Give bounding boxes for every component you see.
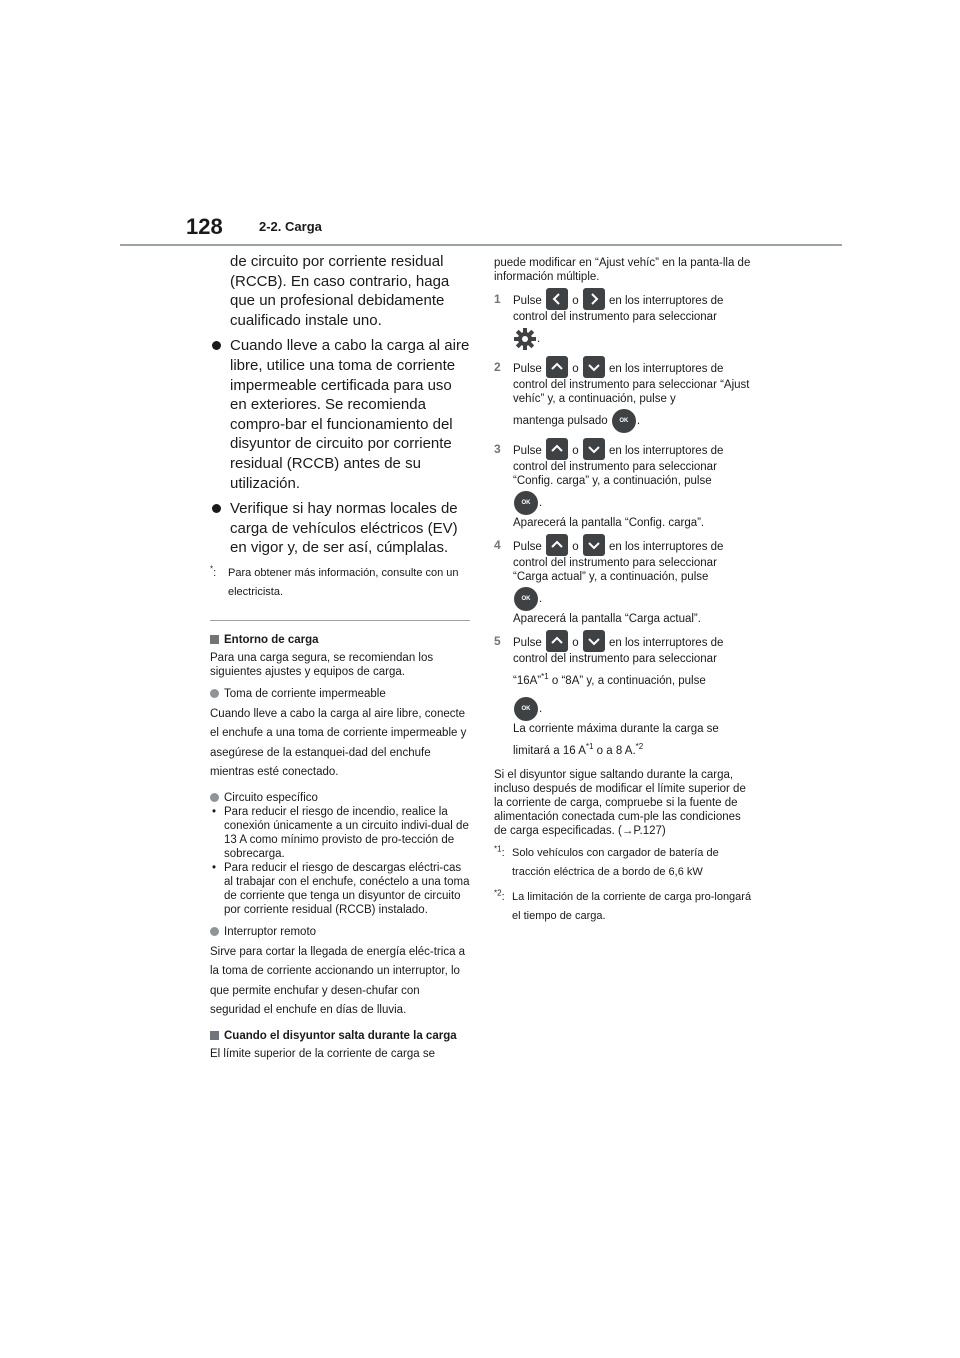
step-2: 2 Pulse o en los interruptores de control del instrumento para seleccionar “Ajust vehíc” y, a continuación, pulse y mantenga pulsado OK . (494, 360, 754, 434)
circuit-heading: Circuito específico (210, 791, 470, 805)
right-arrow-button-icon (583, 288, 605, 310)
footnote-1: $^{*1}$: Solo vehículos con cargador de batería de tracción eléctrica de a bordo de 6,6 kW (494, 844, 719, 878)
circle-bullet-icon (210, 689, 219, 698)
circle-bullet-icon (210, 793, 219, 802)
down-arrow-button-icon (583, 630, 605, 652)
trip-heading: Cuando el disyuntor salta durante la carga (210, 1029, 470, 1043)
right-intro: puede modificar en “Ajust vehíc” en la panta-lla de información múltiple. (494, 257, 751, 283)
outlet-text: Cuando lleve a cabo la carga al aire libre, conecte el enchufe a una toma de corriente impermeable y asegúrese de la estanquei-dad del enchufe mientras esté conectado. (210, 707, 467, 779)
footnote-mark: *: (210, 564, 217, 579)
left-column (210, 252, 470, 1061)
up-arrow-button-icon (546, 438, 568, 460)
footnote-text: Para obtener más información, consulte con un electricista. (228, 566, 459, 598)
remote-text: Sirve para cortar la llegada de energía eléc-trica a la toma de corriente accionando un interruptor, lo que permite enchufar y desen-chufar con seguridad el enchufe en días de lluvia. (210, 945, 466, 1017)
bullet-regulations (210, 499, 470, 558)
intro-text: de circuito por corriente residual (RCCB). En caso contrario, haga que un profesional debidamente cualificado instale uno. (230, 253, 450, 329)
up-arrow-button-icon (546, 356, 568, 378)
bullet-text: Cuando lleve a cabo la carga al aire libre, utilice una toma de corriente impermeable certificada para uso en exteriores. Se recomienda compro-bar el funcionamiento del disyuntor de circuito por corriente residual (RCCB) antes de su utilización. (230, 337, 470, 492)
bullet-text: Verifique si hay normas locales de carga de vehículos eléctricos (EV) en vigor y, de ser así, cúmplalas. (230, 500, 458, 557)
down-arrow-button-icon (583, 356, 605, 378)
trip-text: El límite superior de la corriente de carga se (210, 1047, 435, 1060)
step-3: 3 Pulse o en los interruptores de control del instrumento para seleccionar “Config. carga” y, a continuación, pulse OK . Aparecerá la pantalla “Config. carga”. (494, 442, 754, 530)
trip-paragraph: Si el disyuntor sigue saltando durante la carga, incluso después de modificar el límite superior de la corriente de carga, compruebe si la fuente de alimentación conectada cum-ple las condiciones de carga especificadas. (→P.127) (494, 769, 746, 837)
header-divider (120, 244, 842, 246)
bullet-dot-icon (212, 504, 221, 513)
circuit-bullet: • Para reducir el riesgo de descargas eléctri-cas al trabajar con el enchufe, conéctelo a una toma de corriente que tenga un disyuntor de circuito por corriente residual (RCCB) instalado. (212, 861, 470, 916)
page-reference: (→P.127) (618, 825, 666, 837)
settings-gear-icon (513, 327, 537, 351)
left-arrow-button-icon (546, 288, 568, 310)
bullet-outdoor (210, 336, 470, 493)
up-arrow-button-icon (546, 630, 568, 652)
section-title: 2-2. Carga (259, 219, 322, 234)
footnote (210, 564, 470, 602)
bullet-dot-icon (212, 341, 221, 350)
remote-heading: Interruptor remoto (210, 925, 470, 939)
down-arrow-button-icon (583, 534, 605, 556)
right-column (494, 256, 754, 926)
page-number: 128 (186, 214, 223, 239)
square-bullet-icon (210, 635, 219, 644)
ok-button-icon: OK (612, 409, 636, 433)
up-arrow-button-icon (546, 534, 568, 556)
step-1: 1 Pulse o en los interruptores de control del instrumento para seleccionar . (494, 292, 754, 352)
section-divider (210, 620, 470, 621)
circuit-bullet: • Para reducir el riesgo de incendio, realice la conexión únicamente a un circuito indivi-dual de 13 A como mínimo provisto de pro-tección de sobrecarga. (212, 805, 469, 860)
outlet-heading: Toma de corriente impermeable (210, 687, 470, 701)
ok-button-icon: OK (514, 697, 538, 721)
ok-button-icon: OK (514, 587, 538, 611)
down-arrow-button-icon (583, 438, 605, 460)
square-bullet-icon (210, 1031, 219, 1040)
footnote-2: $^{*2}$: La limitación de la corriente de carga pro-longará el tiempo de carga. (494, 888, 752, 922)
step-4: 4 Pulse o en los interruptores de control del instrumento para seleccionar “Carga actual” y, a continuación, pulse OK . Aparecerá la pantalla “Carga actual”. (494, 538, 754, 626)
ok-button-icon: OK (514, 491, 538, 515)
env-heading: Entorno de carga (210, 633, 470, 647)
env-text: Para una carga segura, se recomiendan los siguientes ajustes y equipos de carga. (210, 651, 434, 678)
circle-bullet-icon (210, 927, 219, 936)
step-5: 5 Pulse o en los interruptores de control del instrumento para seleccionar “16A”$^{*1}$ o “8A” y, a continuación, pulse OK . La corriente máxima durante la carga se limitará a 16 $A^{*1}$ o a 8 A.$^{*2}$ (494, 634, 754, 764)
